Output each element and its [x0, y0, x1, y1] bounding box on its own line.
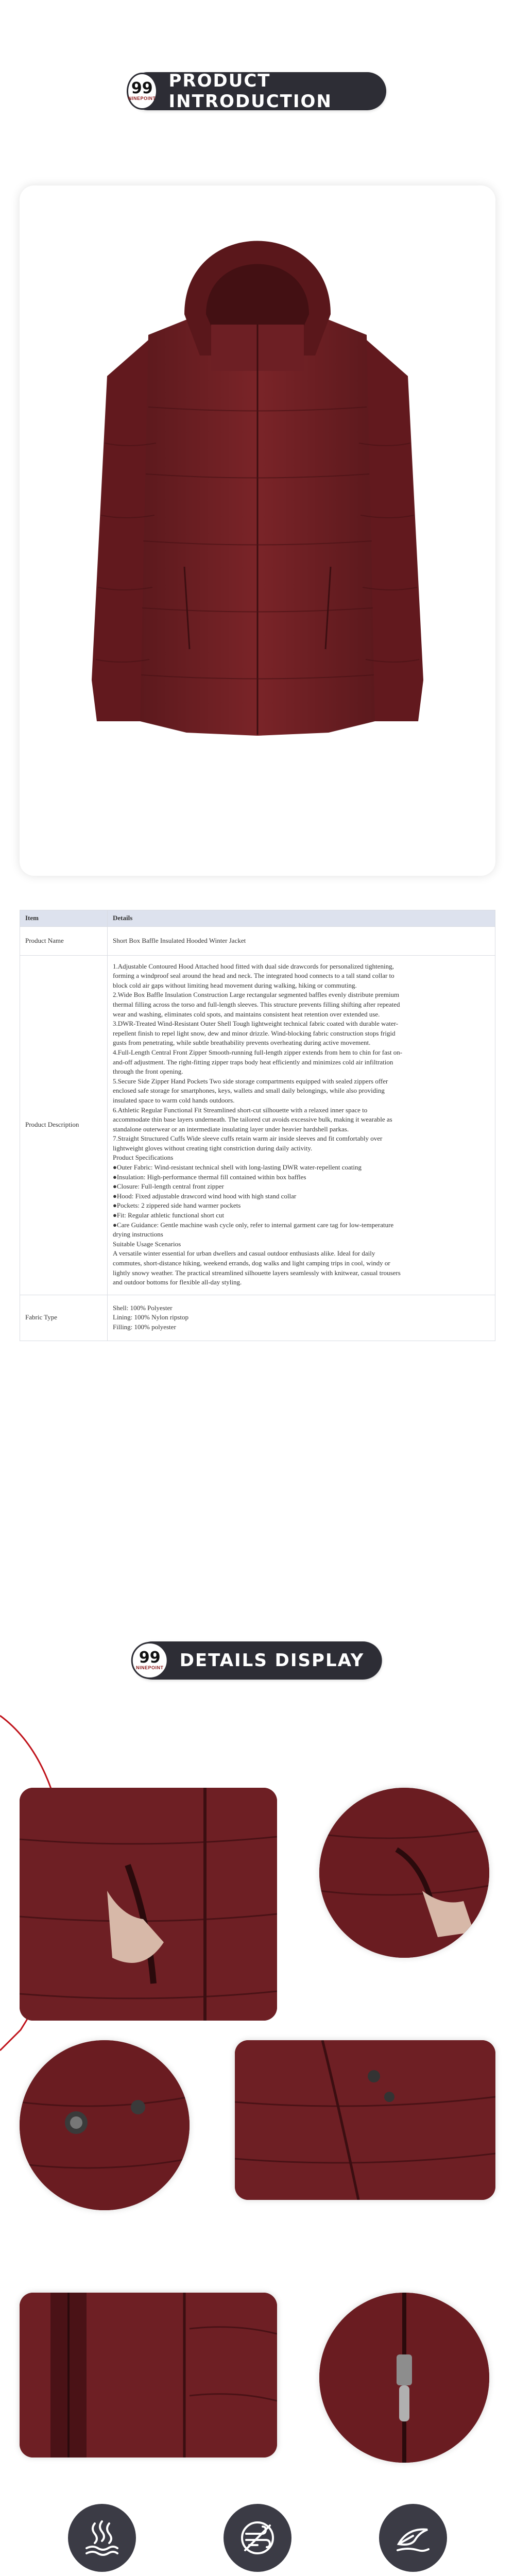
- description-line: thermal filling across the torso and full-length sleeves. This structure prevents filling shifting after repeated: [113, 1000, 400, 1008]
- description-line: insulated space to warm cold hands outdoors.: [113, 1096, 235, 1104]
- description-line: A versatile winter essential for urban dwellers and casual outdoor enthusiasts alike. Ideal for daily: [113, 1249, 375, 1258]
- description-line: gusts from penetrating, while subtle breathability prevents overheating during active movement.: [113, 1039, 371, 1047]
- table-cell-item: Product Description: [20, 955, 108, 1295]
- fabric-line: Filling: 100% polyester: [113, 1323, 176, 1331]
- description-line: ●Hood: Fixed adjustable drawcord wind hood with high stand collar: [113, 1192, 297, 1200]
- description-line: commutes, short-distance hiking, weekend errands, dog walks and light camping trips in cool, windy or: [113, 1259, 390, 1267]
- description-line: and-off adjustment. The right-fitting zipper traps body heat efficiently and minimizes cold air infiltration: [113, 1058, 393, 1066]
- details-display-title-pill: [133, 1641, 382, 1680]
- table-cell-details: Short Box Baffle Insulated Hooded Winter Jacket: [108, 926, 495, 955]
- table-row: [20, 955, 495, 1295]
- description-line: ●Outer Fabric: Wind-resistant technical shell with long-lasting DWR water-repellent coating: [113, 1163, 362, 1172]
- description-line: ●Pockets: 2 zippered side hand warmer pockets: [113, 1201, 241, 1210]
- fabric-line: Lining: 100% Nylon ripstop: [113, 1313, 188, 1321]
- description-line: 4.Full-Length Central Front Zipper Smooth-running full-length zipper extends from hem to chin for fast on-: [113, 1048, 403, 1056]
- jacket-front-image: [20, 185, 495, 876]
- description-line: ●Closure: Full-length central front zipper: [113, 1182, 224, 1191]
- fabric-type-cell: [108, 1295, 495, 1341]
- description-line: ●Care Guidance: Gentle machine wash cycle only, refer to internal garment care tag for low-temperature: [113, 1221, 394, 1229]
- windproof-icon: [224, 2504, 291, 2572]
- description-line: forming a windproof seal around the head and neck. The integrated hood connects to a tall stand collar to: [113, 972, 394, 980]
- description-line: lightly snowy weather. The practical streamlined silhouette layers seamlessly with knitwear, casual trousers: [113, 1268, 401, 1277]
- table-cell-item: Fabric Type: [20, 1295, 108, 1341]
- description-line: Suitable Usage Scenarios: [113, 1240, 181, 1248]
- spec-table: [20, 910, 495, 1341]
- description-line: ●Insulation: High-performance thermal fill contained within box baffles: [113, 1173, 306, 1181]
- description-line: standalone outerwear or an intermediate insulating layer under heavier hardshell parkas.: [113, 1125, 349, 1133]
- table-header-item: Item: [20, 910, 108, 927]
- feature-windproof: [191, 2504, 324, 2576]
- detail-image-zipper-puller: [319, 2293, 489, 2463]
- detail-image-snap-button: [20, 2040, 190, 2210]
- brand-logo-icon: 99 NINEPOINT: [131, 1642, 168, 1679]
- product-photo-card: [20, 185, 495, 876]
- fabric-line: Shell: 100% Polyester: [113, 1303, 173, 1312]
- product-introduction-title-pill: [129, 72, 386, 110]
- table-row: [20, 926, 495, 955]
- feather-icon: [379, 2504, 447, 2572]
- description-line: 1.Adjustable Contoured Hood Attached hood fitted with dual side drawcords for personalized tightening,: [113, 962, 394, 970]
- description-line: block cold air gaps without limiting head movement during walking, hiking or commuting.: [113, 981, 357, 989]
- brand-logo-icon: 99 NINEPOINT: [127, 73, 158, 110]
- description-line: drying instructions: [113, 1230, 163, 1239]
- table-row: [20, 1295, 495, 1341]
- feature-soft: [346, 2504, 480, 2576]
- table-header-details: Details: [108, 910, 495, 927]
- description-line: 6.Athletic Regular Functional Fit Streamlined short-cut silhouette with a relaxed inner space to: [113, 1106, 368, 1114]
- description-line: 5.Secure Side Zipper Hand Pockets Two side storage compartments equipped with sealed zippers offer: [113, 1077, 388, 1085]
- description-line: and outdoor bottoms for flexible all-day styling.: [113, 1278, 242, 1286]
- description-line: 3.DWR-Treated Wind-Resistant Outer Shell Tough lightweight technical fabric coated with durable water-: [113, 1020, 399, 1028]
- description-line: 7.Straight Structured Cuffs Wide sleeve cuffs retain warm air inside sleeves and fit comfortably over: [113, 1134, 383, 1143]
- detail-image-pocket: [20, 1788, 277, 2021]
- description-line: lightweight gloves without creating tight constriction during daily activity.: [113, 1144, 313, 1152]
- description-line: Product Specifications: [113, 1154, 174, 1162]
- description-line: 2.Wide Box Baffle Insulation Construction Large rectangular segmented baffles evenly distribute premium: [113, 991, 400, 999]
- detail-image-hood: [235, 2040, 495, 2200]
- table-cell-item: Product Name: [20, 926, 108, 955]
- breathable-icon: [68, 2504, 136, 2572]
- description-line: enclosed safe storage for smartphones, keys, wallets and small daily belongings, while also providing: [113, 1087, 385, 1095]
- description-line: accommodate thin base layers underneath. The tailored cut avoids excessive bulk, making it wearable as: [113, 1115, 392, 1124]
- product-description-cell: [108, 955, 495, 1295]
- feature-breathable: [35, 2504, 169, 2576]
- detail-image-inner-lining: [20, 2293, 277, 2458]
- description-line: repellent finish to repel light snow, dew and minor drizzle. Wind-blocking fabric construction stops frigid: [113, 1029, 396, 1037]
- description-line: through the front opening.: [113, 1067, 183, 1076]
- description-line: wear and washing, eliminates cold spots, and maintains consistent heat retention over extended use.: [113, 1010, 380, 1018]
- table-header-row: [20, 910, 495, 927]
- description-line: ●Fit: Regular athletic functional short cut: [113, 1211, 225, 1219]
- section-title: PRODUCT INTRODUCTION: [168, 71, 332, 112]
- detail-image-sleeve: [319, 1788, 489, 1958]
- section-title: DETAILS DISPLAY: [179, 1650, 365, 1671]
